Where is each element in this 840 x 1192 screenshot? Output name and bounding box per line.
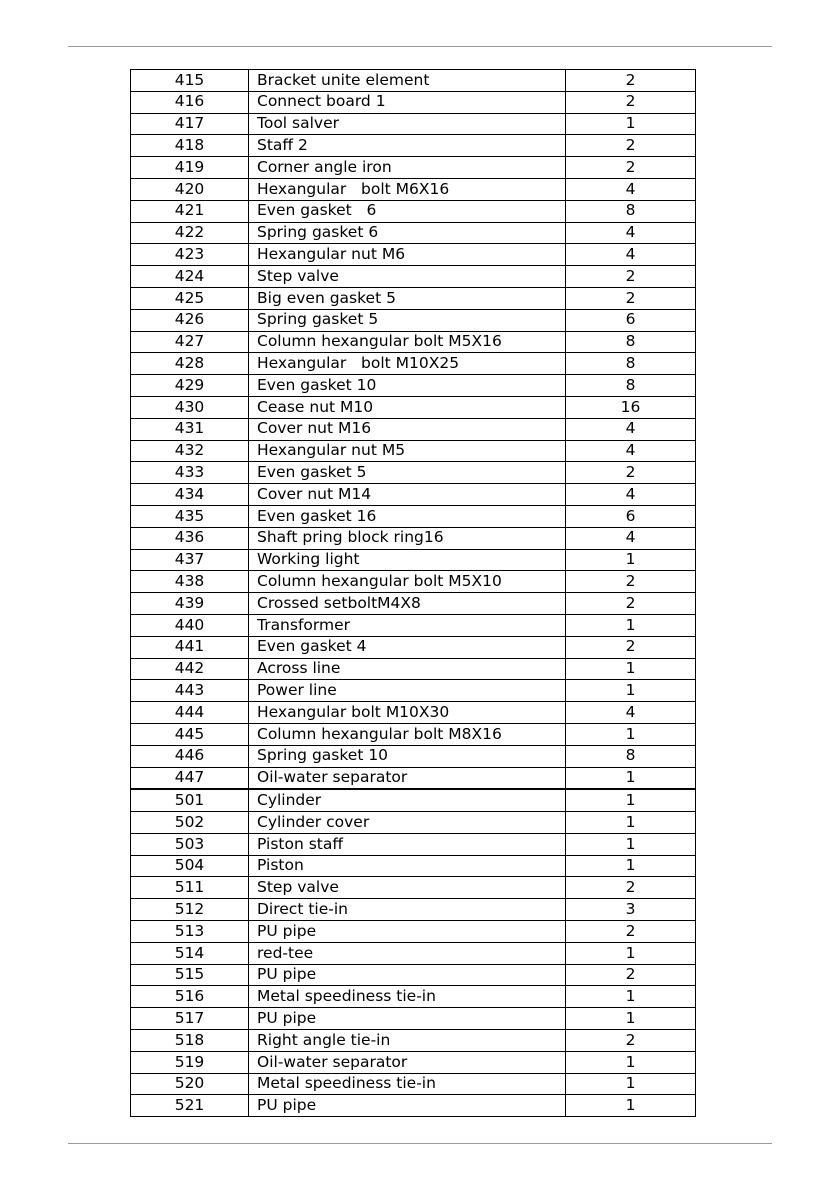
table-row — [131, 812, 696, 834]
part-name-cell: Hexangular bolt M10X30 — [249, 702, 566, 724]
table-row — [131, 964, 696, 986]
part-name-cell: Spring gasket 5 — [249, 309, 566, 331]
table-row — [131, 353, 696, 375]
quantity-cell: 4 — [566, 178, 696, 200]
part-name-cell: Direct tie-in — [249, 899, 566, 921]
quantity-cell: 2 — [566, 964, 696, 986]
part-number-cell: 501 — [131, 789, 249, 811]
part-number-cell: 430 — [131, 396, 249, 418]
quantity-cell: 8 — [566, 200, 696, 222]
table-row — [131, 855, 696, 877]
part-name-cell: Across line — [249, 658, 566, 680]
part-name-cell: Even gasket 5 — [249, 462, 566, 484]
table-row — [131, 899, 696, 921]
part-number-cell: 415 — [131, 70, 249, 92]
part-number-cell: 513 — [131, 921, 249, 943]
quantity-cell: 1 — [566, 942, 696, 964]
part-name-cell: Connect board 1 — [249, 91, 566, 113]
part-name-cell: Oil-water separator — [249, 1051, 566, 1073]
part-name-cell: Cover nut M14 — [249, 484, 566, 506]
part-number-cell: 446 — [131, 745, 249, 767]
quantity-cell: 2 — [566, 593, 696, 615]
part-number-cell: 417 — [131, 113, 249, 135]
table-row — [131, 462, 696, 484]
part-name-cell: Shaft pring block ring16 — [249, 527, 566, 549]
part-number-cell: 439 — [131, 593, 249, 615]
quantity-cell: 2 — [566, 921, 696, 943]
part-name-cell: Oil-water separator — [249, 767, 566, 789]
part-number-cell: 422 — [131, 222, 249, 244]
quantity-cell: 4 — [566, 702, 696, 724]
table-row — [131, 1095, 696, 1117]
quantity-cell: 2 — [566, 135, 696, 157]
part-name-cell: Metal speediness tie-in — [249, 1073, 566, 1095]
part-number-cell: 432 — [131, 440, 249, 462]
table-row — [131, 135, 696, 157]
part-name-cell: PU pipe — [249, 1095, 566, 1117]
part-name-cell: Metal speediness tie-in — [249, 986, 566, 1008]
quantity-cell: 4 — [566, 484, 696, 506]
quantity-cell: 1 — [566, 812, 696, 834]
table-row — [131, 658, 696, 680]
table-row — [131, 723, 696, 745]
part-name-cell: Even gasket 10 — [249, 375, 566, 397]
part-number-cell: 515 — [131, 964, 249, 986]
part-name-cell: Spring gasket 10 — [249, 745, 566, 767]
part-name-cell: Even gasket 16 — [249, 505, 566, 527]
quantity-cell: 16 — [566, 396, 696, 418]
part-number-cell: 426 — [131, 309, 249, 331]
part-number-cell: 441 — [131, 636, 249, 658]
table-row — [131, 309, 696, 331]
part-name-cell: Cease nut M10 — [249, 396, 566, 418]
part-name-cell: Bracket unite element — [249, 70, 566, 92]
part-name-cell: Spring gasket 6 — [249, 222, 566, 244]
part-name-cell: Crossed setboltM4X8 — [249, 593, 566, 615]
quantity-cell: 1 — [566, 723, 696, 745]
table-row — [131, 331, 696, 353]
part-number-cell: 434 — [131, 484, 249, 506]
part-name-cell: Power line — [249, 680, 566, 702]
quantity-cell: 1 — [566, 113, 696, 135]
part-number-cell: 427 — [131, 331, 249, 353]
part-number-cell: 416 — [131, 91, 249, 113]
quantity-cell: 4 — [566, 440, 696, 462]
part-name-cell: Hexangular bolt M6X16 — [249, 178, 566, 200]
part-number-cell: 503 — [131, 833, 249, 855]
table-row — [131, 986, 696, 1008]
quantity-cell: 2 — [566, 70, 696, 92]
part-name-cell: Hexangular nut M6 — [249, 244, 566, 266]
table-row — [131, 549, 696, 571]
part-number-cell: 444 — [131, 702, 249, 724]
table-row — [131, 680, 696, 702]
part-name-cell: Working light — [249, 549, 566, 571]
part-number-cell: 442 — [131, 658, 249, 680]
part-number-cell: 511 — [131, 877, 249, 899]
quantity-cell: 6 — [566, 309, 696, 331]
quantity-cell: 1 — [566, 1095, 696, 1117]
table-row — [131, 1073, 696, 1095]
part-number-cell: 436 — [131, 527, 249, 549]
table-row — [131, 942, 696, 964]
table-row — [131, 200, 696, 222]
quantity-cell: 2 — [566, 571, 696, 593]
table-row — [131, 702, 696, 724]
quantity-cell: 1 — [566, 1051, 696, 1073]
part-name-cell: Piston — [249, 855, 566, 877]
part-name-cell: Tool salver — [249, 113, 566, 135]
part-name-cell: Corner angle iron — [249, 157, 566, 179]
quantity-cell: 1 — [566, 855, 696, 877]
table-row — [131, 877, 696, 899]
part-name-cell: Column hexangular bolt M8X16 — [249, 723, 566, 745]
table-row — [131, 484, 696, 506]
quantity-cell: 2 — [566, 636, 696, 658]
quantity-cell: 1 — [566, 833, 696, 855]
part-number-cell: 440 — [131, 614, 249, 636]
quantity-cell: 4 — [566, 222, 696, 244]
part-number-cell: 520 — [131, 1073, 249, 1095]
quantity-cell: 1 — [566, 789, 696, 811]
part-number-cell: 433 — [131, 462, 249, 484]
part-number-cell: 431 — [131, 418, 249, 440]
quantity-cell: 8 — [566, 375, 696, 397]
quantity-cell: 4 — [566, 244, 696, 266]
table-row — [131, 1051, 696, 1073]
part-number-cell: 518 — [131, 1030, 249, 1052]
table-row — [131, 266, 696, 288]
parts-list-body — [131, 70, 696, 1117]
part-name-cell: Step valve — [249, 877, 566, 899]
part-number-cell: 425 — [131, 287, 249, 309]
quantity-cell: 8 — [566, 353, 696, 375]
part-number-cell: 435 — [131, 505, 249, 527]
part-name-cell: Piston staff — [249, 833, 566, 855]
quantity-cell: 2 — [566, 462, 696, 484]
table-row — [131, 396, 696, 418]
quantity-cell: 2 — [566, 157, 696, 179]
footer-rule — [68, 1143, 772, 1144]
table-row — [131, 614, 696, 636]
part-number-cell: 424 — [131, 266, 249, 288]
table-row — [131, 178, 696, 200]
table-row — [131, 571, 696, 593]
quantity-cell: 2 — [566, 877, 696, 899]
table-row — [131, 833, 696, 855]
table-row — [131, 593, 696, 615]
quantity-cell: 4 — [566, 527, 696, 549]
table-row — [131, 921, 696, 943]
quantity-cell: 1 — [566, 614, 696, 636]
quantity-cell: 8 — [566, 745, 696, 767]
part-name-cell: Transformer — [249, 614, 566, 636]
part-name-cell: Cylinder — [249, 789, 566, 811]
part-number-cell: 521 — [131, 1095, 249, 1117]
parts-list-table — [130, 69, 696, 1117]
part-number-cell: 504 — [131, 855, 249, 877]
quantity-cell: 8 — [566, 331, 696, 353]
part-number-cell: 514 — [131, 942, 249, 964]
part-number-cell: 419 — [131, 157, 249, 179]
part-number-cell: 418 — [131, 135, 249, 157]
part-name-cell: Hexangular bolt M10X25 — [249, 353, 566, 375]
table-row — [131, 1030, 696, 1052]
table-row — [131, 767, 696, 789]
quantity-cell: 2 — [566, 91, 696, 113]
part-number-cell: 447 — [131, 767, 249, 789]
part-number-cell: 437 — [131, 549, 249, 571]
table-row — [131, 375, 696, 397]
quantity-cell: 1 — [566, 549, 696, 571]
table-row — [131, 505, 696, 527]
part-number-cell: 443 — [131, 680, 249, 702]
table-row — [131, 91, 696, 113]
quantity-cell: 2 — [566, 287, 696, 309]
table-row — [131, 222, 696, 244]
part-number-cell: 421 — [131, 200, 249, 222]
part-name-cell: PU pipe — [249, 964, 566, 986]
part-number-cell: 438 — [131, 571, 249, 593]
table-row — [131, 789, 696, 811]
quantity-cell: 1 — [566, 767, 696, 789]
table-row — [131, 418, 696, 440]
part-number-cell: 445 — [131, 723, 249, 745]
part-name-cell: PU pipe — [249, 921, 566, 943]
table-row — [131, 636, 696, 658]
part-name-cell: Column hexangular bolt M5X16 — [249, 331, 566, 353]
table-row — [131, 157, 696, 179]
part-name-cell: PU pipe — [249, 1008, 566, 1030]
part-number-cell: 512 — [131, 899, 249, 921]
part-name-cell: Staff 2 — [249, 135, 566, 157]
part-name-cell: Even gasket 4 — [249, 636, 566, 658]
quantity-cell: 6 — [566, 505, 696, 527]
quantity-cell: 3 — [566, 899, 696, 921]
part-number-cell: 423 — [131, 244, 249, 266]
quantity-cell: 2 — [566, 1030, 696, 1052]
part-name-cell: Big even gasket 5 — [249, 287, 566, 309]
part-name-cell: Cylinder cover — [249, 812, 566, 834]
part-number-cell: 429 — [131, 375, 249, 397]
part-name-cell: Right angle tie-in — [249, 1030, 566, 1052]
header-rule — [68, 46, 772, 47]
part-name-cell: red-tee — [249, 942, 566, 964]
quantity-cell: 1 — [566, 1008, 696, 1030]
quantity-cell: 2 — [566, 266, 696, 288]
table-row — [131, 70, 696, 92]
quantity-cell: 1 — [566, 986, 696, 1008]
part-name-cell: Cover nut M16 — [249, 418, 566, 440]
quantity-cell: 1 — [566, 1073, 696, 1095]
table-row — [131, 287, 696, 309]
part-name-cell: Step valve — [249, 266, 566, 288]
table-row — [131, 113, 696, 135]
part-number-cell: 502 — [131, 812, 249, 834]
table-row — [131, 745, 696, 767]
part-name-cell: Hexangular nut M5 — [249, 440, 566, 462]
quantity-cell: 4 — [566, 418, 696, 440]
quantity-cell: 1 — [566, 680, 696, 702]
part-name-cell: Column hexangular bolt M5X10 — [249, 571, 566, 593]
part-number-cell: 428 — [131, 353, 249, 375]
table-row — [131, 527, 696, 549]
table-row — [131, 440, 696, 462]
table-row — [131, 1008, 696, 1030]
part-number-cell: 516 — [131, 986, 249, 1008]
part-number-cell: 517 — [131, 1008, 249, 1030]
quantity-cell: 1 — [566, 658, 696, 680]
table-row — [131, 244, 696, 266]
part-name-cell: Even gasket 6 — [249, 200, 566, 222]
part-number-cell: 420 — [131, 178, 249, 200]
part-number-cell: 519 — [131, 1051, 249, 1073]
